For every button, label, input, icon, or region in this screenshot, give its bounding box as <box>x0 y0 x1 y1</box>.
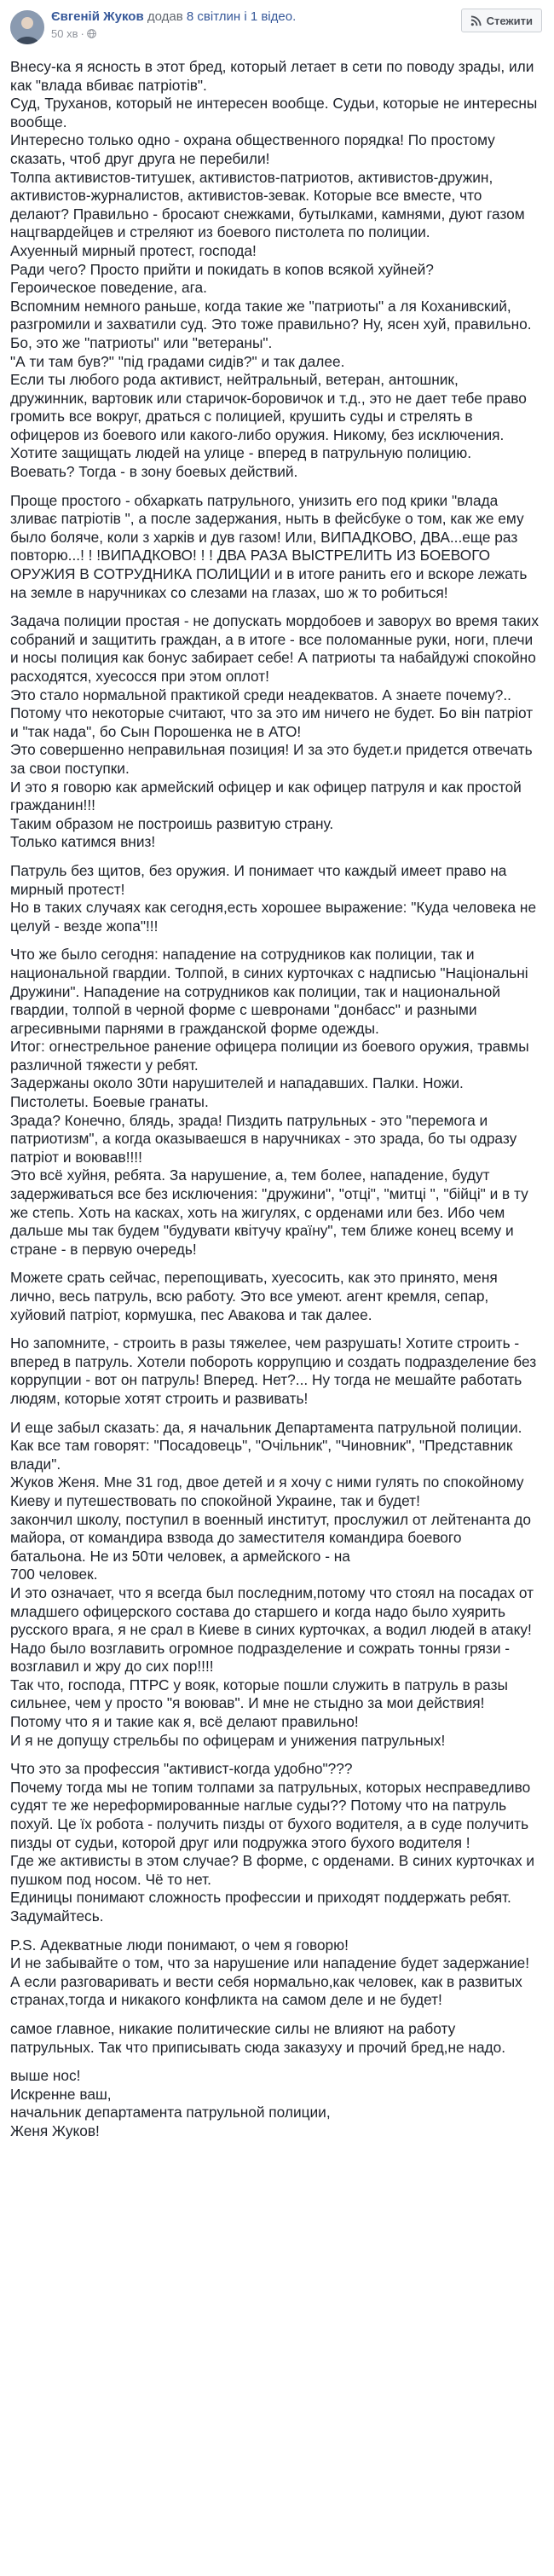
post-body <box>10 58 544 2141</box>
follow-button[interactable] <box>461 9 542 32</box>
post-paragraph: самое главное, никакие политические силы не влияют на работу патрульных. Так что приписывать сюда заказуху и прочий бред,не надо. <box>10 2019 506 2056</box>
separator-dot: · <box>80 27 84 40</box>
post-headline <box>51 9 461 25</box>
post-paragraph: И еще забыл сказать: да, я начальник Департамента патрульной полиции. Как все там говорят: "Посадовець", "Очільник", "Чиновник", "Представник влади". Жуков Женя. Мне 31 год, двое детей и я хочу с ними гулять по спокойному Киеву и путешествовать по спокойной Украине, так и будет! закончил школу, поступил в военный институт, прослужил от лейтенанта до майора, от командира взвода до заместителя командира боевого батальона. Не из 50ти человек, а армейского - на 700 человек. И это означает, что я всегда был последним,потому что стоял на посадах от младшего офицерского состава до старшего и когда надо было хуярить русского врага, я не срал в Киеве в синих курточках, а водил людей в атаку! Надо было возглавить огромное подразделение и сожрать тонны грязи - возглавил и жру до сих пор!!!! Так что, господа, ПТРС у вояк, которые пошли служить в патруль в разы сильнее, чем у просто "я воював". И мне не стыдно за мои действия! Потому что я и такие как я, всё делают правильно! И я не допущу стрельбы по офицерам и унижения патрульных! <box>10 1418 534 1749</box>
globe-icon <box>87 29 96 38</box>
author-name[interactable]: Євгеній Жуков <box>51 9 144 24</box>
post-timestamp-row <box>51 26 461 41</box>
post-paragraph: Что это за профессия "активист-когда удобно"??? Почему тогда мы не топим толпами за патрульных, которых несправедливо судят те же нереформированные наглые суды?? Потому что на патруль похуй. Це їх робота - получить пизды от бухого водителя, а в суде получить пизды от судьи, которой друг или подружка этого бухого водителя ! Где же активисты в этом случае? В форме, с орденами. В синих курточках и пушком под носом. Чё то нет. Единицы понимают сложность профессии и приходят поддержать ребят. Задумайтесь. <box>10 1760 535 1925</box>
avatar-image <box>10 10 44 44</box>
post-meta <box>51 9 461 41</box>
post-paragraph: P.S. Адекватные люди понимают, о чем я говорю! И не забывайте о том, что за нарушение или нападение будет задержание! А если разговаривать и вести себя нормально,как человек, как в развитых странах,тогда и никакого конфликта на самом деле и не будет! <box>10 1936 530 2009</box>
post-action: додав <box>147 9 183 24</box>
follow-label: Стежити <box>486 14 533 27</box>
post-paragraph: выше нос! Искренне ваш, начальник департамента патрульной полиции, Женя Жуков! <box>10 2067 331 2139</box>
post-paragraph: Задача полиции простая - не допускать мордобоев и заворух во время таких собраний и защитить граждан, а в итоге - все поломанные руки, ноги, плечи и носы полиция как бонус забирает себе! А патриоты та набайдужі спокойно расходятся, хуесосся при этом оплот! Это стало нормальной практикой среди неадекватов. А знаете почему?.. Потому что некоторые считают, что за это им ничего не будет. Бо він патріот и "так нада", бо Сын Порошенка не в АТО! Это совершенно неправильная позиция! И за это будет.и придется отвечать за свои поступки. И это я говорю как армейский офицер и как офицер патруля и как простой гражданин!!! Таким образом не построишь развитую страну. Только катимся вниз! <box>10 612 539 851</box>
post-paragraph: Внесу-ка я ясность в этот бред, который летает в сети по поводу зрады, или как "влада вбиває патріотів". Суд, Труханов, который не интересен вообще. Судьи, которые не интересны вообще. Интересно только одно - охрана общественного порядка! По простому сказать, чтоб друг друга не перебили! Толпа активистов-титушек, активистов-патриотов, активистов-дружин, активистов-журналистов, активистов-зевак. Которые все вместе, что делают? Правильно - бросают снежками, бутылками, камнями, дуют газом нацгвардейцев и стреляют из боевого пистолета по полиции. Ахуенный мирный протест, господа! Ради чего? Просто прийти и покидать в копов всякой хуйней? Героическое поведение, ага. Вспомним немного раньше, когда такие же "патриоты" а ля Коханивский, разгромили и захватили суд. Это тоже правильно? Ну, ясен хуй, правильно. Бо, это же "патриоты" или "ветераны". "А ти там був?" "під градами сидів?" и так далее. Если ты любого рода активист, нейтральный, ветеран, антошник, дружинник, вартовик или старичок-боровичок и т.д., это не дает тебе право громить все вокруг, драться с полицией, крушить суды и стрелять в офицеров из боевого или какого-либо оружия. Никому, без исключения. Хотите защищать людей на улице - вперед в патрульную полицию. Воевать? Тогда - в зону боевых действий. <box>10 58 538 481</box>
post-paragraph: Но запомните, - строить в разы тяжелее, чем разрушать! Хотите строить - вперед в патруль. Хотели побороть коррупцию и создать подразделение без коррупции - вот он патруль! Вперед. Нет?... Ну тогда не мешайте работать людям, которые хотят строить и развивать! <box>10 1334 537 1407</box>
post-header <box>10 9 544 58</box>
post-paragraph: Патруль без щитов, без оружия. И понимает что каждый имеет право на мирный протест! Но в таких случаях как сегодня,есть хорошее выражение: "Куда человека не целуй - везде жопа"!!! <box>10 861 537 935</box>
attachment-link[interactable]: 8 світлин і 1 відео. <box>186 9 297 24</box>
avatar[interactable] <box>10 10 44 44</box>
post-paragraph: Можете срать сейчас, перепощивать, хуесосить, как это принято, меня лично, весь патруль, всю работу. Это все умеют. агент кремля, сепар, хуйовий патріот, кормушка, пес Авакова и так далее. <box>10 1269 498 1323</box>
post-paragraph: Что же было сегодня: нападение на сотрудников как полиции, так и национальной гвардии. Толпой, в синих курточках с надписью "Національні Дружини". Нападение на сотрудников как полиции, так и национальной гвардии, толпой в черной форме с шевронами "донбасс" и разными агресивными парнями в гражданской форме одежды. Итог: огнестрельное ранение офицера полиции из боевого оружия, травмы различной тяжести у ребят. Задержаны около 30ти нарушителей и нападавших. Палки. Ножи. Пистолеты. Боевые гранаты. Зрада? Конечно, блядь, зрада! Пиздить патрульных - это "перемога и патриотизм", а когда оказываешся в наручниках - это зрада, бо ты одразу патріот и воював!!!! Это всё хуйня, ребята. За нарушение, а, тем более, нападение, будут задерживаться все без исключения: "дружини", "отці", "митці ", "бійці" и в ту же степь. Хоть на касках, хоть на жигулях, с орденами или без. Ибо чем дальше мы так будем "будувати квітучу країну", тем ближе конец всему и стране - в первую очередь! <box>10 946 529 1258</box>
rss-icon <box>470 15 482 26</box>
post-paragraph: Проще простого - обхаркать патрульного, унизить его под крики "влада зливає патріотів ", а после задержания, ныть в фейсбуке о том, как же ему было боляче, коли з харків и дув газом! Или, ВИПАДКОВО, ДВА...еще раз повторю...! ! !ВИПАДКОВО! ! ! ДВА РАЗА ВЫСТРЕЛИТЬ ИЗ БОЕВОГО ОРУЖИЯ В СОТРУДНИКА ПОЛИЦИИ и в итоге ранить его и вскоре лежать на земле в наручниках со слезами на глазах, шо ж то робиться! <box>10 491 528 601</box>
post-time[interactable]: 50 хв <box>51 27 78 40</box>
